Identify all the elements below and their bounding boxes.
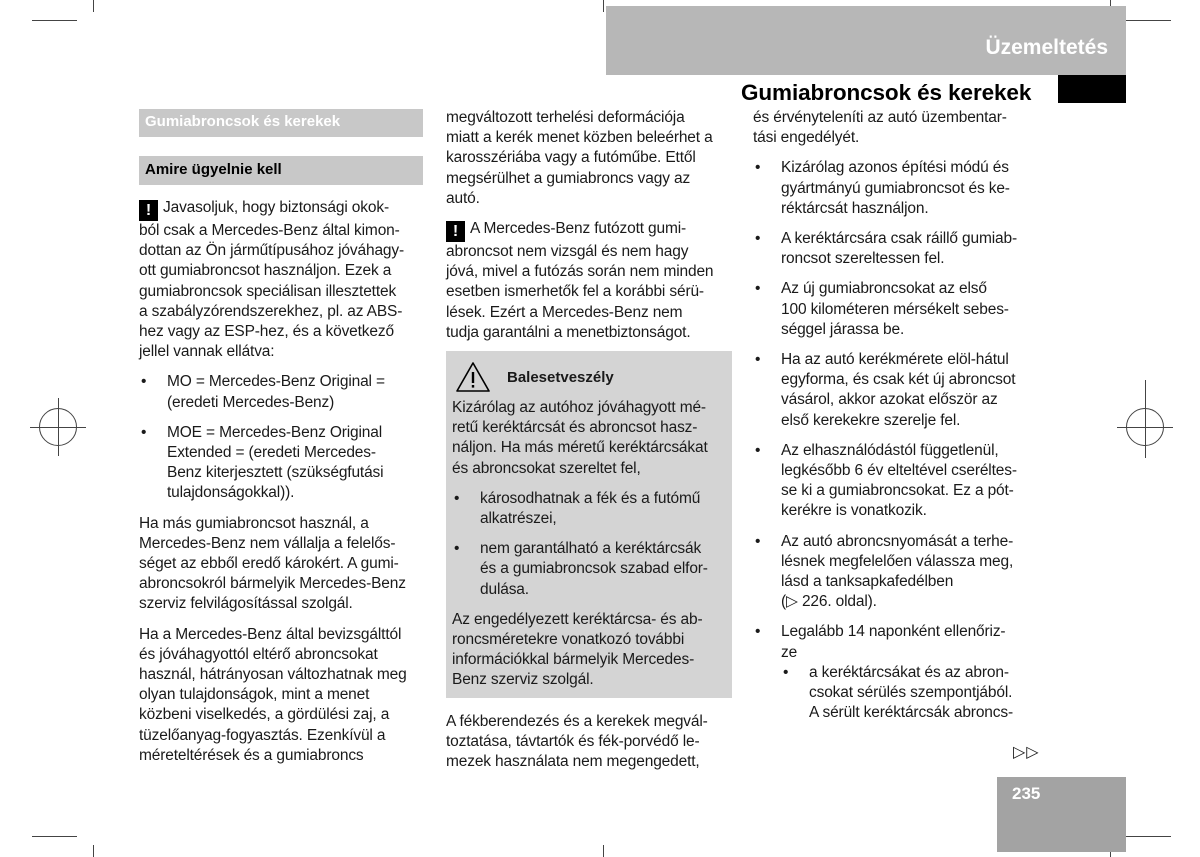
- line: szerviz felvilágosítással szolgál.: [139, 595, 353, 613]
- line: dulása.: [480, 580, 529, 598]
- line: (eredeti Mercedes-Benz): [167, 393, 335, 411]
- line: dottan az Ön járműtípusához jóváhagy-: [139, 242, 404, 260]
- line: náljon. Ha más méretű keréktárcsákat: [452, 439, 708, 457]
- crop-mark: [603, 0, 604, 12]
- list-item: • Ha az autó kerékmérete elöl-hátul egyforma, és csak két új abroncsot vásárol, akkor azokat először az első kerekekre szerelje fel.: [755, 351, 1016, 429]
- line: egyforma, és csak két új abroncsot: [781, 371, 1016, 389]
- line: használ, hátrányosan változhatnak meg: [139, 666, 407, 684]
- line: Extended = (eredeti Mercedes-: [167, 444, 376, 462]
- paragraph: [452, 398, 734, 479]
- line: megsérülhet a gumiabroncs vagy az: [446, 169, 691, 187]
- line: Benz kiterjesztett (szükségfutási: [167, 464, 384, 482]
- paragraph: [446, 108, 738, 209]
- line: lésnek megfelelően válassza meg,: [781, 552, 1014, 570]
- column-1: [139, 198, 429, 766]
- list-item: • A keréktárcsára csak ráillő gumiab- roncsot szereltessen fel.: [755, 230, 1017, 268]
- paragraph: [139, 514, 429, 615]
- line: információkkal bármelyik Mercedes-: [452, 651, 695, 669]
- line: és érvényteleníti az autó üzembentar-: [753, 109, 1007, 126]
- bullet-list: [452, 489, 734, 600]
- line: A Mercedes-Benz futózott gumi-: [470, 220, 687, 238]
- line: esetben ismerhetők fel a korábbi sérü-: [446, 283, 704, 301]
- line: A sérült keréktárcsák abroncs-: [809, 704, 1013, 722]
- line: legkésőbb 6 év elteltével cseréltes-: [781, 462, 1017, 480]
- list-item: • nem garantálható a keréktárcsák és a gumiabroncsok szabad elfor- dulása.: [454, 540, 708, 598]
- line: csokat sérülés szempontjából.: [809, 684, 1013, 702]
- line: tási engedélyét.: [753, 129, 860, 147]
- sub-bullet-list: [781, 663, 1053, 724]
- line: ott gumiabroncsot használjon. Ezek a: [139, 262, 392, 280]
- line: tulajdonságokkal)).: [167, 484, 295, 502]
- line: se ki a gumiabroncsokat. Ez a pót-: [781, 482, 1014, 500]
- line: abroncsot nem vizsgál és nem hagy: [446, 243, 689, 261]
- line: károsodhatnak a fék és a futómű: [480, 489, 701, 507]
- crop-mark: [32, 836, 77, 837]
- line: (▷ 226. oldal).: [781, 593, 877, 611]
- list-item: • Kizárólag azonos építési módú és gyártmányú gumiabroncsot és ke- réktárcsát használjon.: [755, 159, 1010, 217]
- paragraph: [753, 108, 1053, 148]
- line: jellel vannak ellátva:: [139, 343, 275, 361]
- crop-mark: [93, 0, 94, 12]
- line: méreteltérések és a gumiabroncs: [139, 746, 364, 764]
- line: miatt a kerék menet közben beleérhet a: [446, 129, 713, 147]
- line: hez vagy az ESP-hez, és a következő: [139, 323, 394, 341]
- note-paragraph: [139, 198, 429, 362]
- line: és a gumiabroncsok szabad elfor-: [480, 560, 708, 578]
- line: Ha az autó kerékmérete elöl-hátul: [781, 351, 1009, 369]
- line: Legalább 14 naponként ellenőriz-: [781, 623, 1006, 641]
- line: Az új gumiabroncsokat az első: [781, 280, 987, 298]
- line: Az autó abroncsnyomását a terhe-: [781, 532, 1014, 550]
- crop-mark: [603, 845, 604, 857]
- line: közbeni viselkedés, a gördülési zaj, a: [139, 706, 390, 724]
- line: olyan tulajdonságok, mint a menet: [139, 686, 370, 704]
- line: gumiabroncsok speciálisan illesztettek: [139, 282, 397, 300]
- bullet-list: [753, 158, 1053, 723]
- list-item: • a keréktárcsákat és az abron- csokat sérülés szempontjából. A sérült keréktárcsák abroncs-: [783, 663, 1013, 722]
- line: A keréktárcsára csak ráillő gumiab-: [781, 230, 1017, 248]
- list-item: • Az elhasználódástól függetlenül, legkésőbb 6 év elteltével cseréltes- se ki a gumiabroncsokat. Ez a pót- kerékre is vonatkozik.: [755, 441, 1017, 520]
- line: A fékberendezés és a kerekek megvál-: [446, 713, 708, 730]
- column-2-top: [446, 108, 738, 343]
- subsection-band: Amire ügyelnie kell: [139, 156, 423, 185]
- section-title: Gumiabroncsok és kerekek: [741, 80, 1032, 105]
- warning-title: Balesetveszély: [507, 369, 614, 386]
- line: autó.: [446, 189, 480, 207]
- list-item: • Az autó abroncsnyomását a terhe- lésnek megfelelően válassza meg, lásd a tanksapkafedélben (▷ 226. oldal).: [755, 532, 1014, 611]
- crop-mark: [32, 20, 77, 21]
- paragraph: [446, 712, 738, 773]
- line: első kerekekre szerelje fel.: [781, 411, 961, 429]
- line: roncsot szereltessen fel.: [781, 250, 945, 268]
- line: MOE = Mercedes-Benz Original: [167, 423, 383, 441]
- line: abroncsokról bármelyik Mercedes-Benz: [139, 575, 406, 593]
- line: lések. Ezért a Mercedes-Benz nem: [446, 303, 683, 321]
- line: karosszériába vagy a futóműbe. Ettől: [446, 149, 696, 167]
- line: Kizárólag az autóhoz jóváhagyott mé-: [452, 399, 706, 416]
- line: Ha a Mercedes-Benz által bevizsgálttól: [139, 625, 402, 643]
- chapter-tab-marker: [1058, 75, 1126, 103]
- line: a szabályzórendszerekhez, pl. az ABS-: [139, 302, 403, 320]
- line: kerékre is vonatkozik.: [781, 502, 927, 520]
- note-paragraph: [446, 219, 738, 343]
- page-number: 235: [1012, 784, 1041, 803]
- line: jóvá, mivel a futózás során nem minden: [446, 263, 714, 281]
- line: Mercedes-Benz nem vállalja a felelős-: [139, 534, 396, 552]
- crop-mark: [93, 845, 94, 857]
- line: és abroncsokat szereltet fel,: [452, 459, 641, 477]
- exclamation-icon: !: [446, 221, 465, 242]
- line: Az elhasználódástól függetlenül,: [781, 441, 999, 459]
- continued-marker: ▷▷: [1013, 744, 1040, 761]
- list-item: • MO = Mercedes-Benz Original = (eredeti Mercedes-Benz): [141, 373, 385, 411]
- column-2-bottom: [446, 712, 738, 773]
- paragraph: [139, 625, 429, 766]
- line: gyártmányú gumiabroncsot és ke-: [781, 179, 1010, 197]
- line: vásárol, akkor azokat először az: [781, 391, 998, 409]
- line: tüzelőanyag-fogyasztás. Ezenkívül a: [139, 726, 386, 744]
- warning-content: [452, 398, 734, 691]
- line: Ha más gumiabroncsot használ, a: [139, 514, 369, 532]
- line: Kizárólag azonos építési módú és: [781, 159, 1009, 177]
- line: roncsméretekre vonatkozó további: [452, 631, 685, 649]
- line: 100 kilométeren mérsékelt sebes-: [781, 300, 1009, 318]
- line: mezek használata nem megengedett,: [446, 753, 700, 771]
- line: séggel járassa be.: [781, 320, 905, 338]
- line: a keréktárcsákat és az abron-: [809, 663, 1009, 681]
- line: Benz szerviz szolgál.: [452, 671, 594, 689]
- warning-triangle-icon: [454, 360, 492, 394]
- exclamation-icon: !: [139, 200, 158, 221]
- line: alkatrészei,: [480, 510, 557, 528]
- line: MO = Mercedes-Benz Original =: [167, 373, 385, 391]
- column-3: [753, 108, 1053, 723]
- list-item: • Az új gumiabroncsokat az első 100 kilométeren mérsékelt sebes- séggel járassa be.: [755, 280, 1009, 338]
- line: Az engedélyezett keréktárcsa- és ab-: [452, 610, 703, 628]
- list-item: • károsodhatnak a fék és a futómű alkatrészei,: [454, 489, 701, 528]
- line: tudja garantálni a menetbiztonságot.: [446, 323, 691, 341]
- list-item: • Legalább 14 naponként ellenőriz- ze • a keréktárcsákat és az abron- csokat sérülés szempontjából. A sérült keréktárcsák abroncs-: [753, 622, 1053, 723]
- paragraph: [452, 610, 734, 691]
- line: megváltozott terhelési deformációja: [446, 109, 685, 126]
- chapter-title: Üzemeltetés: [985, 36, 1108, 59]
- list-item: • MOE = Mercedes-Benz Original Extended = (eredeti Mercedes- Benz kiterjesztett (szükségfutási tulajdonságokkal)).: [141, 423, 384, 502]
- line: ze: [781, 643, 798, 661]
- line: lásd a tanksapkafedélben: [781, 573, 954, 591]
- section-band: Gumiabroncsok és kerekek: [139, 109, 423, 137]
- line: toztatása, távtartók és fék-porvédő le-: [446, 733, 700, 751]
- line: és jóváhagyottól eltérő abroncsokat: [139, 645, 378, 663]
- line: réktárcsát használjon.: [781, 199, 929, 217]
- line: nem garantálható a keréktárcsák: [480, 540, 702, 558]
- line: Javasoljuk, hogy biztonsági okok-: [163, 199, 389, 216]
- bullet-list: [139, 372, 429, 503]
- crop-mark: [1126, 20, 1171, 21]
- line: séget az ebből eredő károkért. A gumi-: [139, 555, 399, 573]
- crop-mark: [1126, 836, 1171, 837]
- line: ból csak a Mercedes-Benz által kimon-: [139, 222, 400, 239]
- line: retű keréktárcsát és abroncsot hasz-: [452, 419, 698, 437]
